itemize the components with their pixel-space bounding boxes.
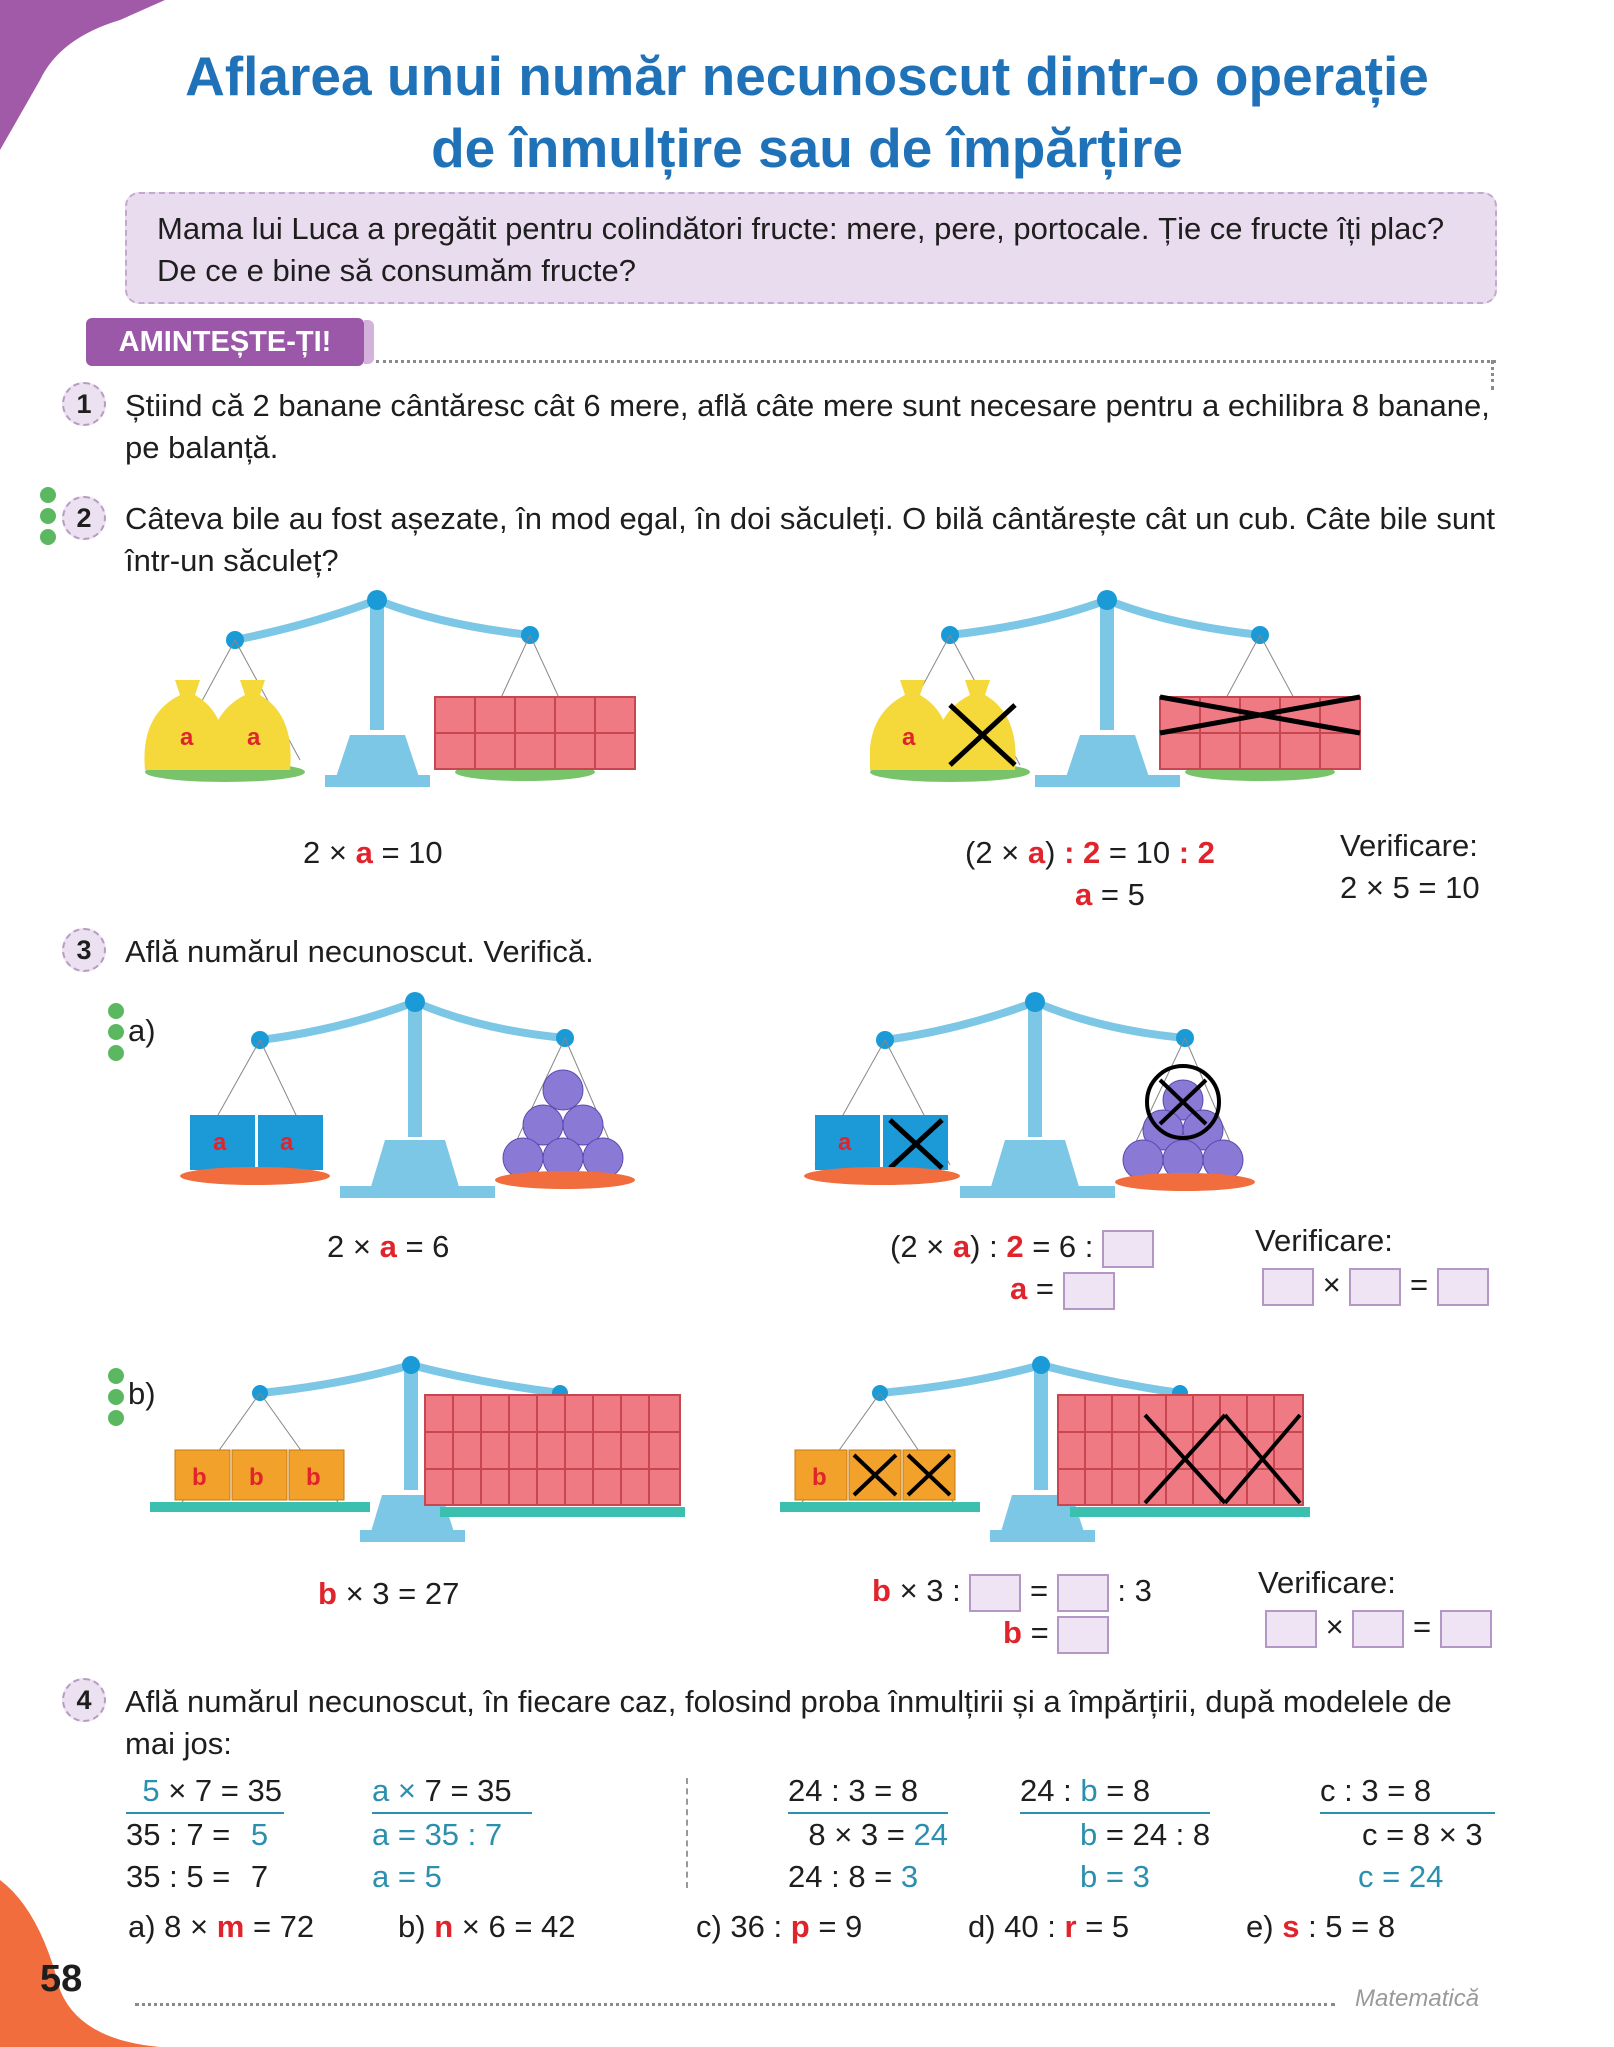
answer-box[interactable] [1057, 1574, 1109, 1612]
answer-box[interactable] [969, 1574, 1021, 1612]
ex2-verification-label: Verificare: [1340, 828, 1478, 863]
balance-scale-3a-left [180, 990, 650, 1200]
exercise-3b-label: b) [128, 1376, 156, 1411]
answer-box[interactable] [1057, 1616, 1109, 1654]
exercise-3-text: Află numărul necunoscut. Verifică. [125, 934, 594, 969]
ex3a-equation-right-2: a = [1010, 1268, 1115, 1310]
exercise-2-text: Câteva bile au fost așezate, în mod egal, în doi săculeți. O bilă cântărește cât un cub. Câte bile sunt într-un săculeț? [125, 501, 1495, 578]
model-divider [686, 1778, 688, 1888]
answer-box[interactable] [1349, 1268, 1401, 1306]
difficulty-dots-3a [108, 1003, 124, 1066]
ex3b-equation-right-1: b × 3 : = : 3 [872, 1570, 1152, 1612]
intro-box [125, 192, 1497, 304]
page-title-line-2: de înmulțire sau de împărțire [431, 117, 1183, 179]
page-title-line-1: Aflarea unui număr necunoscut dintr-o operație [185, 45, 1429, 107]
footer-subject: Matematică [1355, 1985, 1480, 2012]
ex3a-verification-label: Verificare: [1255, 1223, 1393, 1258]
ex2-equation-right-1: (2 × a) : 2 = 10 : 2 [965, 835, 1215, 870]
model-5: c : 3 = 8 c = 8 × 3 c = 24 [1320, 1770, 1495, 1898]
exercise-3a-label: a) [128, 1013, 156, 1048]
balance-scale-3a-right [800, 990, 1270, 1200]
footer-dotted-line [135, 2003, 1335, 2006]
balance-scale-3b-right [780, 1355, 1320, 1545]
ex3b-equation-left: b × 3 = 27 [318, 1576, 460, 1611]
answer-box[interactable] [1437, 1268, 1489, 1306]
page-number: 58 [40, 1958, 83, 2000]
ex2-verification-equation: 2 × 5 = 10 [1340, 870, 1480, 905]
ex3a-verification-row: × = [1262, 1264, 1489, 1306]
ex2-equation-right-2: a = 5 [1075, 877, 1145, 912]
bag-label-1: a [180, 724, 194, 751]
cube-label-a-2: a [280, 1129, 294, 1156]
answer-box[interactable] [1102, 1230, 1154, 1268]
bag-label-2: a [247, 724, 261, 751]
difficulty-dots-3b [108, 1368, 124, 1431]
balance-scale-3b-left [150, 1355, 700, 1545]
exercise-4-text: Află numărul necunoscut, în fiecare caz, folosind proba înmulțirii și a împărțirii, după modelele de mai jos: [125, 1684, 1452, 1761]
model-1: 5 × 7 = 35 35 : 7 = 5 35 : 5 = 7 [126, 1770, 284, 1898]
exercise-3-number: 3 [62, 928, 106, 972]
remember-dotted-line [376, 360, 1496, 363]
ex3b-verification-label: Verificare: [1258, 1565, 1396, 1600]
intro-text: Mama lui Luca a pregătit pentru colindători fructe: mere, pere, portocale. Ție ce fructe îți plac? De ce e bine să consumăm fructe? [157, 211, 1445, 288]
model-4: 24 : b = 8 b = 24 : 8 b = 3 [1020, 1770, 1210, 1898]
task-d: d) 40 : r = 5 [968, 1909, 1130, 1944]
exercise-4-number: 4 [62, 1678, 106, 1722]
ex3a-equation-left: 2 × a = 6 [327, 1229, 450, 1264]
cube-label-b-2: b [249, 1464, 264, 1491]
model-3: 24 : 3 = 8 8 × 3 = 24 24 : 8 = 3 [788, 1770, 948, 1898]
answer-box[interactable] [1440, 1610, 1492, 1648]
model-2: a × 7 = 35 a = 35 : 7 a = 5 [372, 1770, 532, 1898]
cube-label-b-1: b [192, 1464, 207, 1491]
task-b: b) n × 6 = 42 [398, 1909, 576, 1944]
answer-box[interactable] [1262, 1268, 1314, 1306]
remember-badge: AMINTEȘTE-ȚI! [86, 318, 364, 366]
answer-box[interactable] [1265, 1610, 1317, 1648]
task-e: e) s : 5 = 8 [1246, 1909, 1396, 1944]
ex3a-equation-right-1: (2 × a) : 2 = 6 : [890, 1226, 1154, 1268]
cube-label-b-3: b [306, 1464, 321, 1491]
balance-scale-solution [870, 585, 1370, 795]
exercise-2-number: 2 [62, 496, 106, 540]
cube-label-a-1: a [213, 1129, 227, 1156]
task-a: a) 8 × m = 72 [128, 1909, 315, 1944]
remember-badge-tail [364, 320, 374, 364]
cube-label-a-3: a [838, 1129, 852, 1156]
answer-box[interactable] [1063, 1272, 1115, 1310]
answer-box[interactable] [1352, 1610, 1404, 1648]
exercise-1-text: Știind că 2 banane cântăresc cât 6 mere, află câte mere sunt necesare pentru a echilibra 8 banane, pe balanță. [125, 388, 1490, 465]
cube-label-b-4: b [812, 1464, 827, 1491]
task-c: c) 36 : p = 9 [696, 1909, 863, 1944]
ex3b-equation-right-2: b = [1003, 1612, 1109, 1654]
difficulty-dots-2 [40, 487, 56, 550]
ex2-equation-left: 2 × a = 10 [303, 835, 443, 870]
bag-label-3: a [902, 724, 916, 751]
ex3b-verification-row: × = [1265, 1606, 1492, 1648]
balance-scale-bags-cubes [140, 585, 640, 795]
exercise-1-number: 1 [62, 382, 106, 426]
